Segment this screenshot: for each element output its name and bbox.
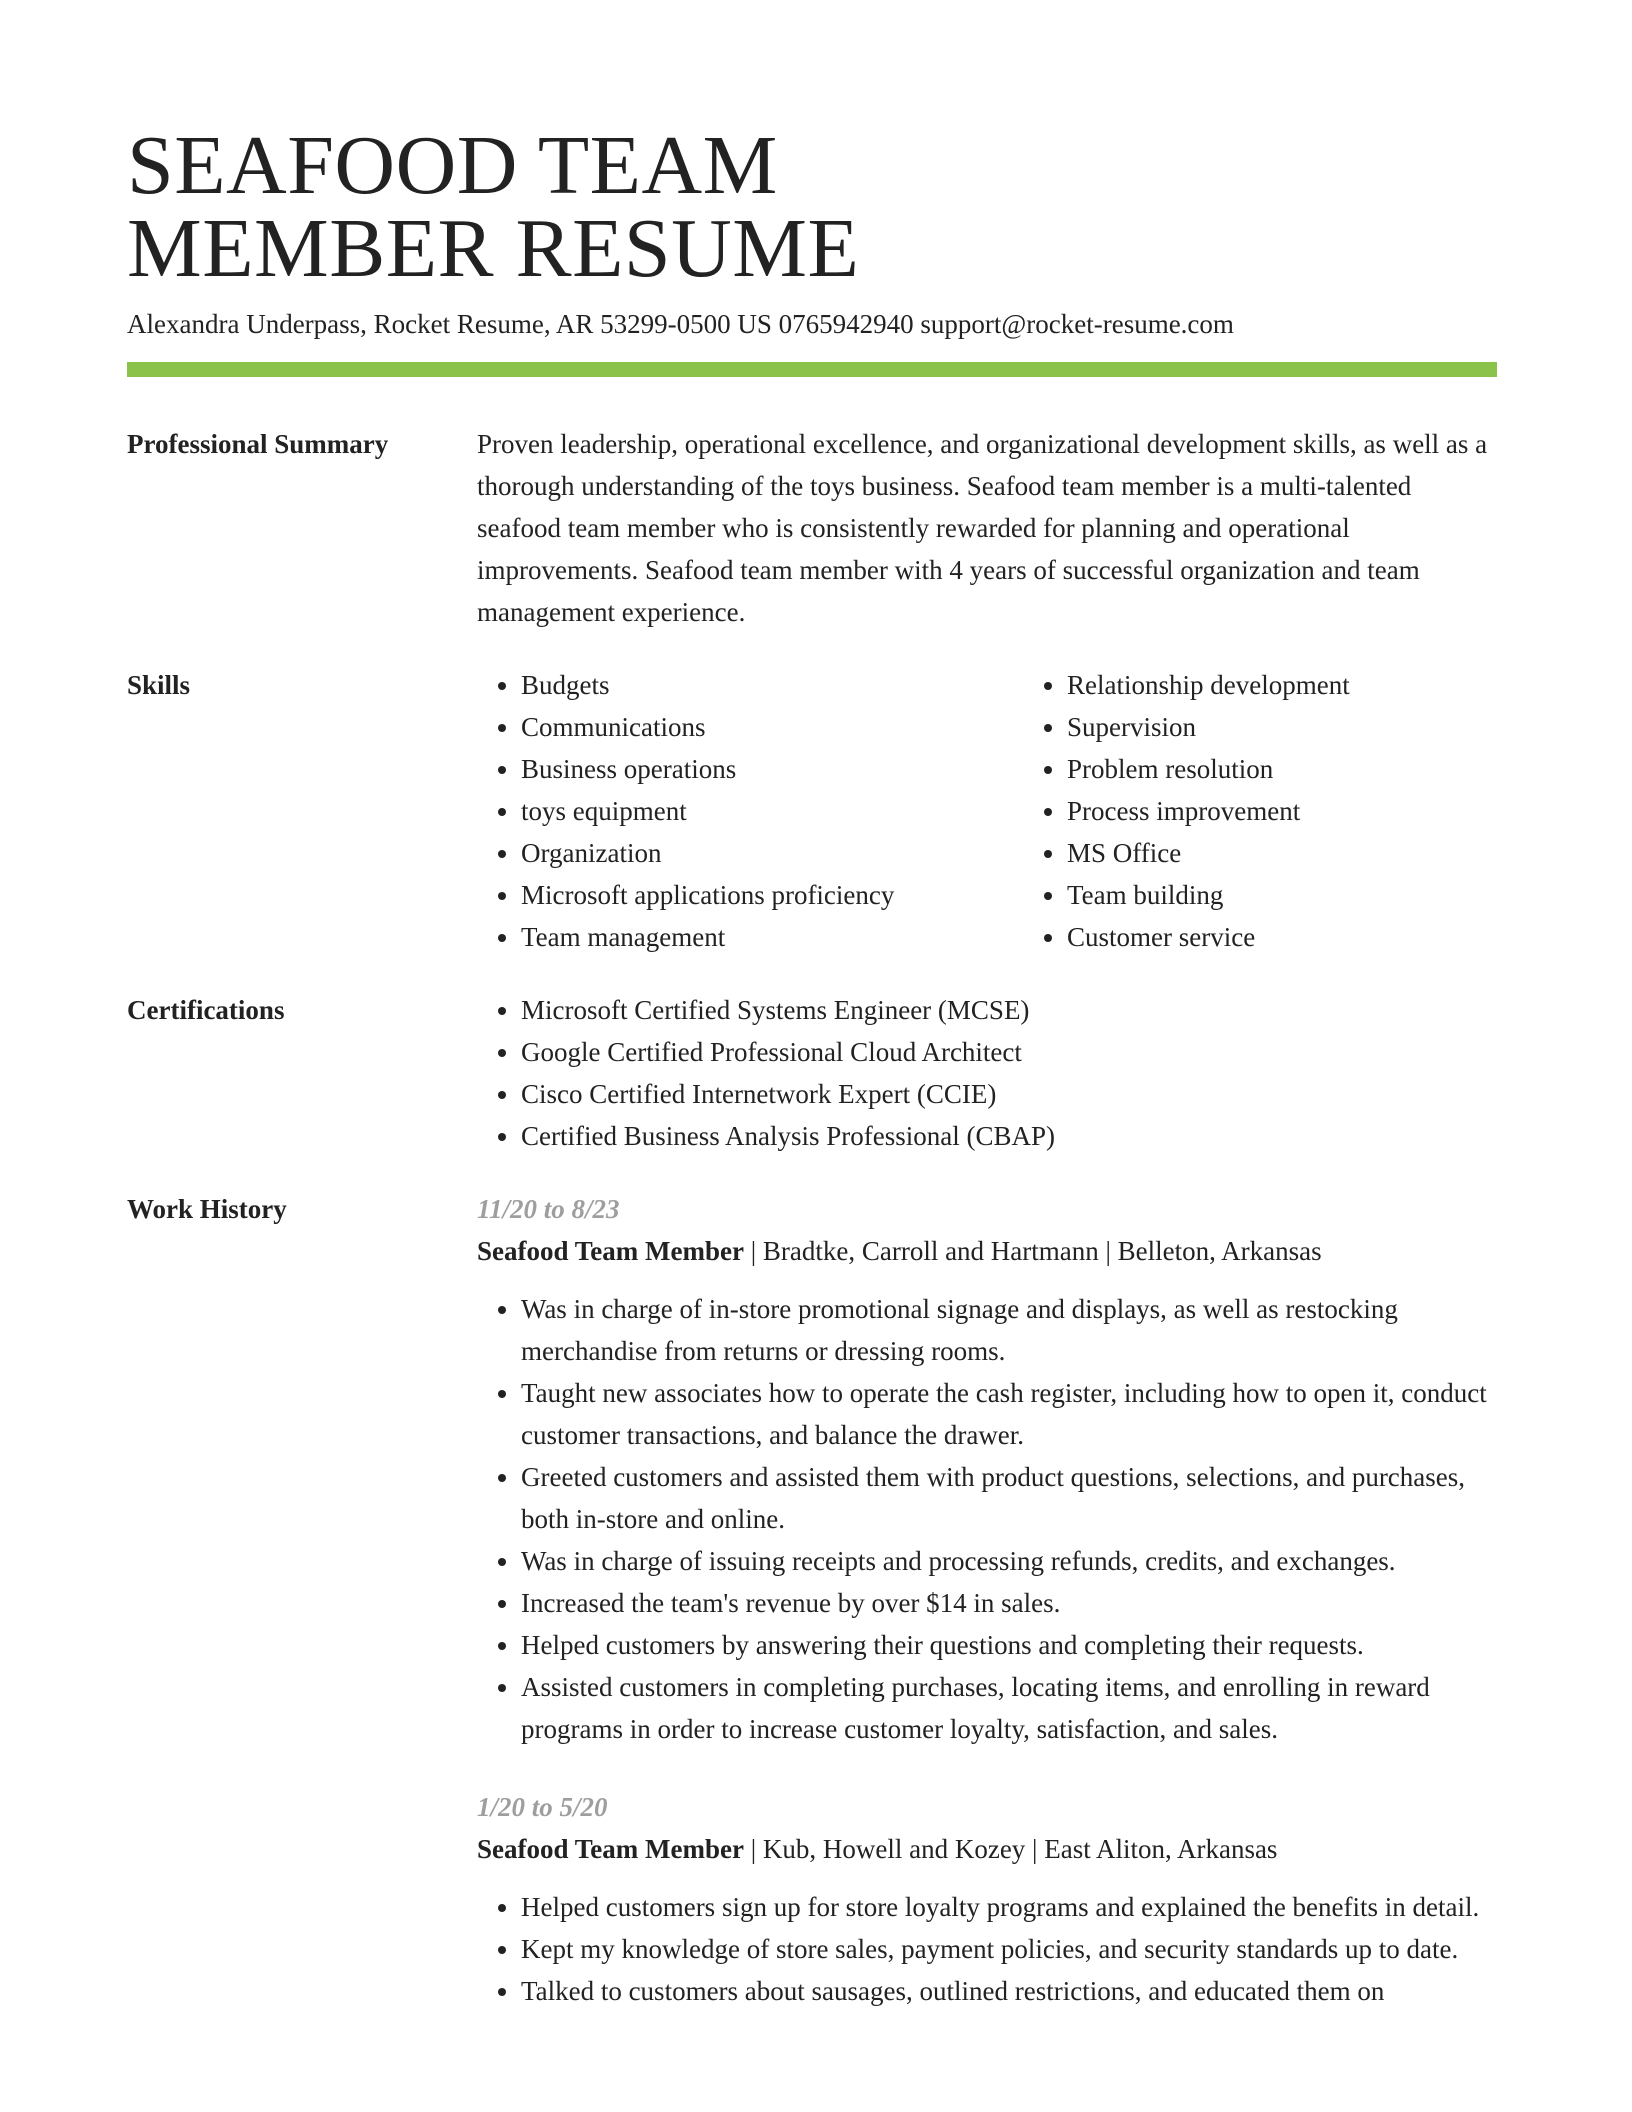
resume-title-line-2: MEMBER RESUME	[127, 202, 860, 295]
work-history-body	[477, 1188, 1497, 2012]
skill-item: • Communications	[521, 706, 1023, 748]
job-duties-list	[477, 1886, 1497, 2012]
skill-item: • Problem resolution	[1067, 748, 1497, 790]
job-entry	[477, 1188, 1497, 1750]
skills-columns	[477, 664, 1497, 958]
certifications-section	[127, 989, 1497, 1157]
job-entry	[477, 1786, 1497, 2012]
accent-divider	[127, 362, 1497, 377]
job-title-line	[477, 1230, 1497, 1272]
resume-page	[127, 0, 1497, 2012]
job-duty: • Assisted customers in completing purchases, locating items, and enrolling in reward programs in order to increase customer loyalty, satisfaction, and sales.	[521, 1666, 1497, 1750]
job-duty: • Kept my knowledge of store sales, payment policies, and security standards up to date.	[521, 1928, 1497, 1970]
job-employer-location: | Bradtke, Carroll and Hartmann | Belleton, Arkansas	[743, 1236, 1322, 1266]
summary-section	[127, 423, 1497, 633]
certification-item: • Google Certified Professional Cloud Architect	[521, 1031, 1497, 1073]
skills-list-right	[1023, 664, 1497, 958]
skill-item: • Process improvement	[1067, 790, 1497, 832]
skill-item: • MS Office	[1067, 832, 1497, 874]
job-duty: • Was in charge of in-store promotional signage and displays, as well as restocking merchandise from returns or dressing rooms.	[521, 1288, 1497, 1372]
contact-line: Alexandra Underpass, Rocket Resume, AR 53299-0500 US 0765942940 support@rocket-resume.com	[127, 309, 1234, 339]
job-dates: 1/20 to 5/20	[477, 1792, 608, 1822]
job-duty: • Helped customers by answering their questions and completing their requests.	[521, 1624, 1497, 1666]
summary-heading: Professional Summary	[127, 429, 389, 459]
job-duties-list	[477, 1288, 1497, 1750]
resume-title-line-1: SEAFOOD TEAM	[127, 119, 778, 212]
resume-title	[127, 0, 1497, 295]
certifications-heading: Certifications	[127, 995, 285, 1025]
job-duty: • Taught new associates how to operate the cash register, including how to open it, conduct customer transactions, and balance the drawer.	[521, 1372, 1497, 1456]
job-title: Seafood Team Member	[477, 1834, 744, 1864]
skill-item: • toys equipment	[521, 790, 1023, 832]
certifications-list	[477, 989, 1497, 1157]
job-duty: • Helped customers sign up for store loyalty programs and explained the benefits in detail.	[521, 1886, 1497, 1928]
certification-item: • Cisco Certified Internetwork Expert (CCIE)	[521, 1073, 1497, 1115]
work-history-section	[127, 1188, 1497, 2012]
skill-item: • Business operations	[521, 748, 1023, 790]
job-title: Seafood Team Member	[477, 1236, 744, 1266]
skills-heading: Skills	[127, 670, 191, 700]
job-dates: 11/20 to 8/23	[477, 1194, 620, 1224]
skill-item: • Team building	[1067, 874, 1497, 916]
skills-list-left	[477, 664, 1023, 958]
job-title-line	[477, 1828, 1497, 1870]
skill-item: • Microsoft applications proficiency	[521, 874, 1023, 916]
skill-item: • Supervision	[1067, 706, 1497, 748]
job-duty: • Greeted customers and assisted them with product questions, selections, and purchases, both in-store and online.	[521, 1456, 1497, 1540]
job-duty: • Talked to customers about sausages, outlined restrictions, and educated them on	[521, 1970, 1497, 2012]
skill-item: • Relationship development	[1067, 664, 1497, 706]
certifications-body	[477, 989, 1497, 1157]
work-history-heading: Work History	[127, 1194, 287, 1224]
job-employer-location: | Kub, Howell and Kozey | East Aliton, Arkansas	[743, 1834, 1278, 1864]
job-duty: • Was in charge of issuing receipts and processing refunds, credits, and exchanges.	[521, 1540, 1497, 1582]
certification-item: • Certified Business Analysis Professional (CBAP)	[521, 1115, 1497, 1157]
summary-text: Proven leadership, operational excellence, and organizational development skills, as well as a thorough understanding of the toys business. Seafood team member is a multi-talented seafood team member who is consistently rewarded for planning and operational improvements. Seafood team member with 4 years of successful organization and team management experience.	[477, 429, 1488, 627]
certification-item: • Microsoft Certified Systems Engineer (MCSE)	[521, 989, 1497, 1031]
skill-item: • Organization	[521, 832, 1023, 874]
skill-item: • Team management	[521, 916, 1023, 958]
skill-item: • Customer service	[1067, 916, 1497, 958]
job-duty: • Increased the team's revenue by over $14 in sales.	[521, 1582, 1497, 1624]
skill-item: • Budgets	[521, 664, 1023, 706]
skills-section	[127, 664, 1497, 958]
